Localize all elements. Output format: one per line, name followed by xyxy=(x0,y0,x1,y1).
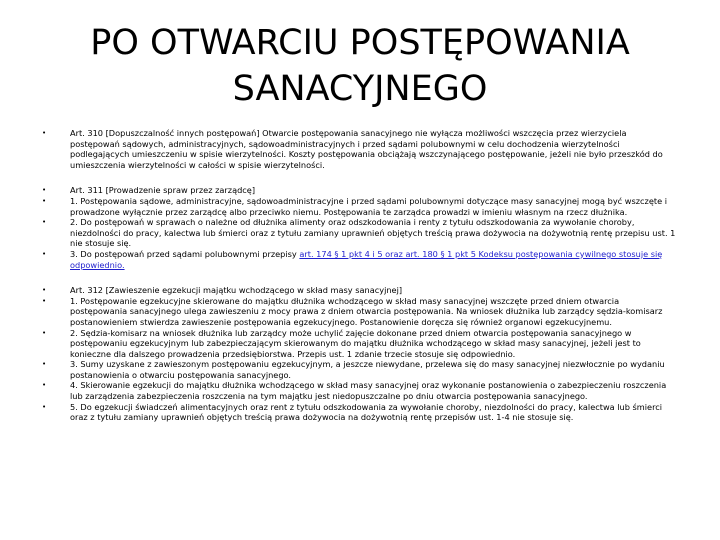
bullet-marker: • xyxy=(42,249,47,258)
bullet-marker: • xyxy=(42,402,47,411)
slide-content xyxy=(42,128,678,423)
bullet-marker: • xyxy=(42,186,47,195)
bullet-marker: • xyxy=(42,328,47,337)
bullet-marker: • xyxy=(42,286,47,295)
list-item-art311-p2 xyxy=(42,217,678,249)
slide-title-line-1: PO OTWARCIU POSTĘPOWANIA xyxy=(90,23,630,63)
slide-title xyxy=(60,20,660,112)
art311-paragraph-2: 2. Do postępowań w sprawach o należne od dłużnika alimenty oraz odszkodowania i renty z tytułu odszkodowania za wywołanie choroby, niezdolności do pracy, kalectwa lub śmierci oraz z tytułu zamiany uprawnień objętych treścią prawa dożywocia na dożywotnią rentę przepisu ust. 1 nie stosuje się. xyxy=(70,217,676,249)
art311-paragraph-3-text: 3. Do postępowań przed sądami polubownymi przepisy xyxy=(70,248,297,259)
bullet-marker: • xyxy=(42,360,47,369)
list-item-art312-heading xyxy=(42,285,678,296)
list-item-art310 xyxy=(42,128,678,170)
bullet-marker: • xyxy=(42,218,47,227)
list-item-art312-p5 xyxy=(42,402,678,423)
list-item-art312-p2 xyxy=(42,328,678,360)
art311-paragraph-1: 1. Postępowania sądowe, administracyjne, sądowoadministracyjne i przed sądami polubownymi dotyczące masy sanacyjnej mogą być wszczęte i prowadzone wyłącznie przez zarządcę albo przeciwko niemu. Postępowania te zarządca prowadzi w imieniu własnym na rzecz dłużnika. xyxy=(70,195,667,217)
bullet-marker: • xyxy=(42,381,47,390)
slide-title-line-2: SANACYJNEGO xyxy=(232,69,488,109)
art312-paragraph-2: 2. Sędzia-komisarz na wniosek dłużnika lub zarządcy może uchylić zajęcie dokonane przed dniem otwarcia postępowania sanacyjnego w postępowaniu egzekucyjnym lub zabezpieczającym skierowanym do majątku dłużnika wchodzącego w skład masy sanacyjnej, jeżeli jest to konieczne dla dalszego prowadzenia przedsiębiorstwa. Przepis ust. 1 zdanie trzecie stosuje się odpowiednio. xyxy=(70,327,641,359)
art311-paragraph-3 xyxy=(70,249,678,270)
bullet-marker: • xyxy=(42,129,47,137)
list-item-art312-p1 xyxy=(42,296,678,328)
art312-paragraph-3: 3. Sumy uzyskane z zawieszonym postępowaniu egzekucyjnym, a jeszcze niewydane, przelewa się do masy sanacyjnej niezwłocznie po wydaniu postanowienia o otwarciu postępowania sanacyjnego. xyxy=(70,359,665,380)
list-item-art312-p3 xyxy=(42,359,678,380)
bullet-marker: • xyxy=(42,196,47,205)
list-item-art311-p1 xyxy=(42,196,678,217)
list-item-art311-heading xyxy=(42,185,678,196)
list-item-art312-p4 xyxy=(42,380,678,401)
art312-paragraph-5: 5. Do egzekucji świadczeń alimentacyjnych oraz rent z tytułu odszkodowania za wywołanie choroby, niezdolności do pracy, kalectwa lub śmierci oraz z tytułu zamiany uprawnień objętych treścią prawa dożywocia na dożywotnią rentę przepisów ust. 1-4 nie stosuje się. xyxy=(70,401,663,423)
art311-heading: Art. 311 [Prowadzenie spraw przez zarządcę] xyxy=(70,185,256,196)
art312-paragraph-4: 4. Skierowanie egzekucji do majątku dłużnika wchodzącego w skład masy sanacyjnej oraz wykonanie postanowienia o zabezpieczeniu roszczenia lub zarządzenia zabezpieczenia roszczenia na tym majątku jest niedopuszczalne po dniu otwarcia postępowania sanacyjnego. xyxy=(70,380,667,402)
list-item-art311-p3 xyxy=(42,249,678,270)
kpc-reference-link[interactable]: art. 174 § 1 pkt 4 i 5 oraz art. 180 § 1 pkt 5 Kodeksu postępowania cywilnego stosuje się odpowiednio. xyxy=(70,248,663,270)
art312-heading: Art. 312 [Zawieszenie egzekucji majątku wchodzącego w skład masy sanacyjnej] xyxy=(70,285,403,296)
bullet-marker: • xyxy=(42,296,47,305)
art310-text: Art. 310 [Dopuszczalność innych postępowań] Otwarcie postępowania sanacyjnego nie wyłącza możliwości wszczęcia przez wierzyciela postępowań sądowych, administracyjnych, sądowoadministracyjnych i przed sądami polubownymi w celu dochodzenia wierzytelności podlegających umieszczeniu w spisie wierzytelności. Koszty postępowania obciążają wszczynającego postępowanie, jeżeli nie było przeszkód do umieszczenia wierzytelności w całości w spisie wierzytelności. xyxy=(70,128,663,170)
art312-paragraph-1: 1. Postępowanie egzekucyjne skierowane do majątku dłużnika wchodzącego w skład masy sanacyjnej wszczęte przed dniem otwarcia postępowania sanacyjnego ulega zawieszeniu z mocy prawa z dniem otwarcia postępowania. Na wniosek dłużnika lub zarządcy sędzia-komisarz postanowieniem stwierdza zawieszenie postępowania egzekucyjnego. Postanowienie doręcza się również organowi egzekucyjnemu. xyxy=(70,295,663,327)
